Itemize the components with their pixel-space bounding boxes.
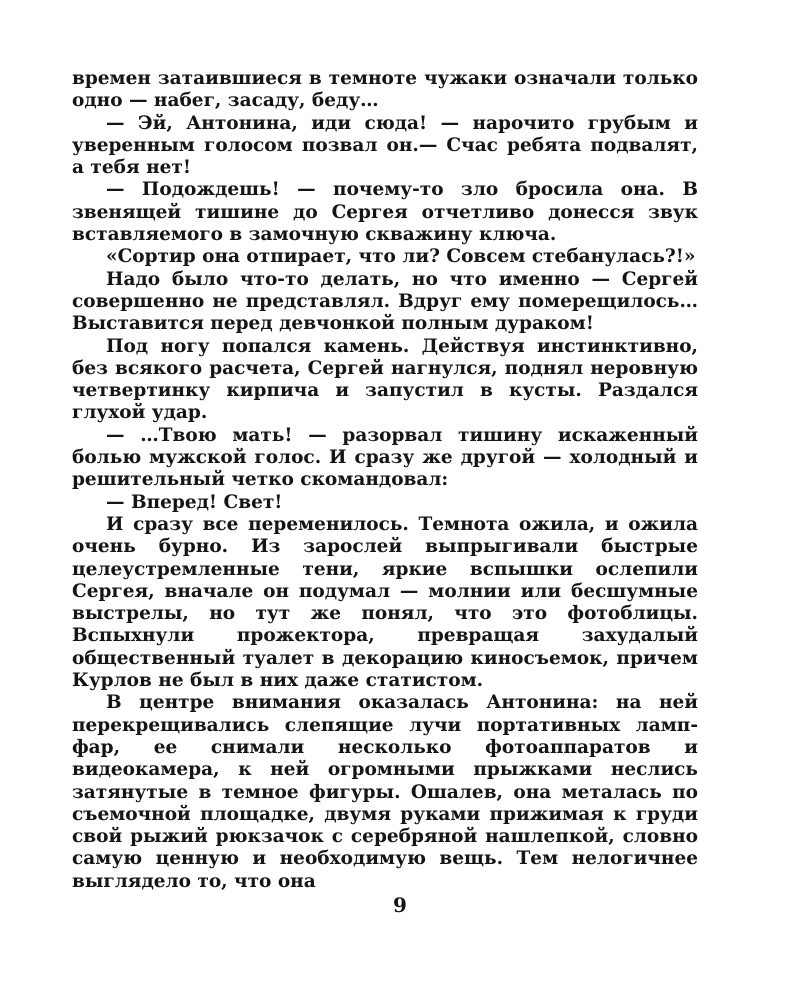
- paragraph-7: — …Твою мать! — разорвал тишину искаженный болью мужской голос. И сразу же другой — холодный и решительный четко скомандовал:: [72, 424, 698, 491]
- paragraph-4: «Сортир она отпирает, что ли? Совсем стебанулась?!»: [106, 246, 696, 268]
- paragraph-3: — Подождешь! — почему-то зло бросила она. В звенящей тишине до Сергея отчетливо донесся звук вставляемого в замочную скважину ключа.: [72, 179, 698, 246]
- paragraph-5: Надо было что-то делать, но что именно — Сергей совершенно не представлял. Вдруг ему померещилось… Выставится перед девчонкой полным дураком!: [72, 268, 698, 335]
- paragraph-9: И сразу все переменилось. Темнота ожила, и ожила очень бурно. Из зарослей выпрыгивали быстрые целеустремленные тени, яркие вспышки ослепили Сергея, вначале он подумал — молнии или бесшумные выстрелы, но тут же понял, что это фотоблицы. Вспыхнули прожектора, превращая захудалый общественный туалет в декорацию киносъемок, причем Курлов не был в них даже статистом.: [72, 513, 698, 692]
- paragraph-2: — Эй, Антонина, иди сюда! — нарочито грубым и уверенным голосом позвал он.— Счас ребята подвалят, а тебя нет!: [72, 112, 698, 179]
- paragraph-6: Под ногу попался камень. Действуя инстинктивно, без всякого расчета, Сергей нагнулся, поднял неровную четвертинку кирпича и запустил в кусты. Раздался глухой удар.: [72, 335, 698, 424]
- page-body: [72, 68, 698, 893]
- paragraph-8: — Вперед! Свет!: [106, 491, 283, 513]
- page-number: 9: [393, 893, 407, 917]
- paragraph-1: времен затаившиеся в темноте чужаки означали только одно — набег, засаду, беду…: [72, 68, 698, 112]
- paragraph-10: В центре внимания оказалась Антонина: на ней перекрещивались слепящие лучи портативных ламп-фар, ее снимали несколько фотоаппаратов и видеокамера, к ней огромными прыжками неслись затянутые в темное фигуры. Ошалев, она металась по съемочной площадке, двумя руками прижимая к груди свой рыжий рюкзачок с серебряной нашлепкой, словно самую ценную и необходимую вещь. Тем нелогичнее выглядело то, что она: [72, 692, 698, 892]
